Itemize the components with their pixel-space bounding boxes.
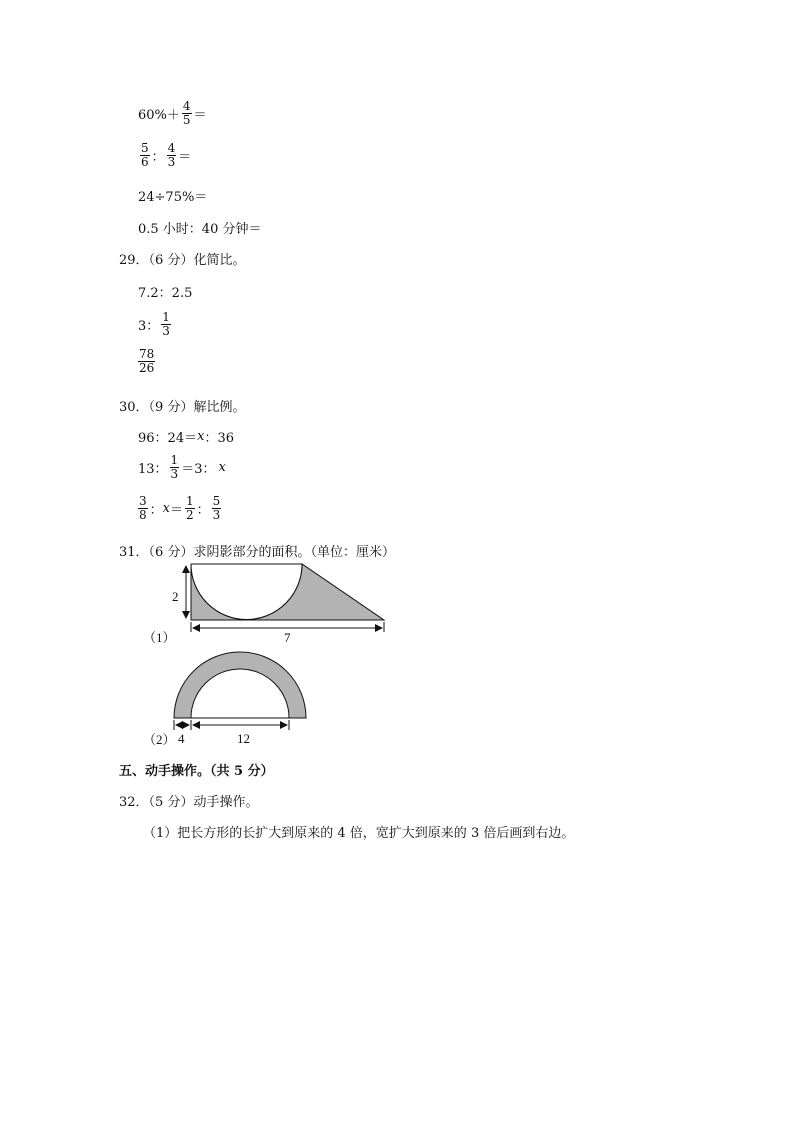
fraction: $\frac{5}{6}$ (141, 141, 149, 169)
expr-text: ＝ (178, 150, 192, 165)
variable-x: x (197, 429, 205, 444)
expr-text: 3： (138, 319, 160, 334)
fraction: $\frac{1}{3}$ (162, 310, 170, 338)
fraction: $\frac{4}{5}$ (182, 99, 191, 127)
expr-text: ＝ (170, 503, 184, 518)
expr-text: ： (149, 503, 163, 518)
expr-text: 0.5 小时：40 分钟＝ (138, 222, 262, 237)
question-29-title: 29．（6 分）化简比。 (119, 253, 246, 268)
instruction-text: （1）把长方形的长扩大到原来的 4 倍，宽扩大到原来的 3 倍后画到右边。 (143, 826, 575, 841)
expr-text: ： (196, 503, 210, 518)
expr-text: 7.2：2.5 (138, 286, 193, 301)
fig1-width-label: 7 (284, 630, 291, 645)
fig1-height-label: 2 (172, 589, 179, 604)
question-31-title: 31．（6 分）求阴影部分的面积。（单位：厘米） (119, 545, 395, 560)
q32-sub-1 (143, 822, 574, 841)
fig2-label: （2） (143, 732, 176, 747)
ring-region-2 (174, 652, 306, 718)
fraction: $\frac{1}{3}$ (170, 453, 179, 481)
fig1-label: （1） (143, 630, 176, 645)
fig2-ring-label: 4 (178, 731, 185, 746)
expr-text: 24÷75%＝ (138, 190, 208, 205)
fig2-inner-label: 12 (237, 731, 250, 746)
fraction: $\frac{4}{3}$ (167, 141, 176, 169)
fraction: $\frac{3}{8}$ (139, 494, 147, 522)
fraction: $\frac{78}{26}$ (139, 347, 155, 375)
question-32-title: 32．（5 分）动手操作。 (119, 795, 259, 810)
expr-text: 96：24＝ (138, 431, 198, 446)
expr-text: 60%＋ (138, 108, 180, 123)
expr-text: ＝3： (181, 462, 216, 477)
question-30-title: 30．（9 分）解比例。 (119, 400, 246, 415)
expr-text: ： (151, 150, 165, 165)
section-5-title: 五、动手操作。（共 5 分） (119, 764, 274, 779)
expr-text: ＝ (193, 108, 207, 123)
fraction: $\frac{5}{3}$ (212, 494, 221, 522)
expr-text: 13： (138, 462, 168, 477)
expr-text: ：36 (204, 431, 234, 446)
variable-x: x (218, 460, 226, 475)
fraction: $\frac{1}{2}$ (186, 494, 194, 522)
variable-x: x (162, 501, 170, 516)
